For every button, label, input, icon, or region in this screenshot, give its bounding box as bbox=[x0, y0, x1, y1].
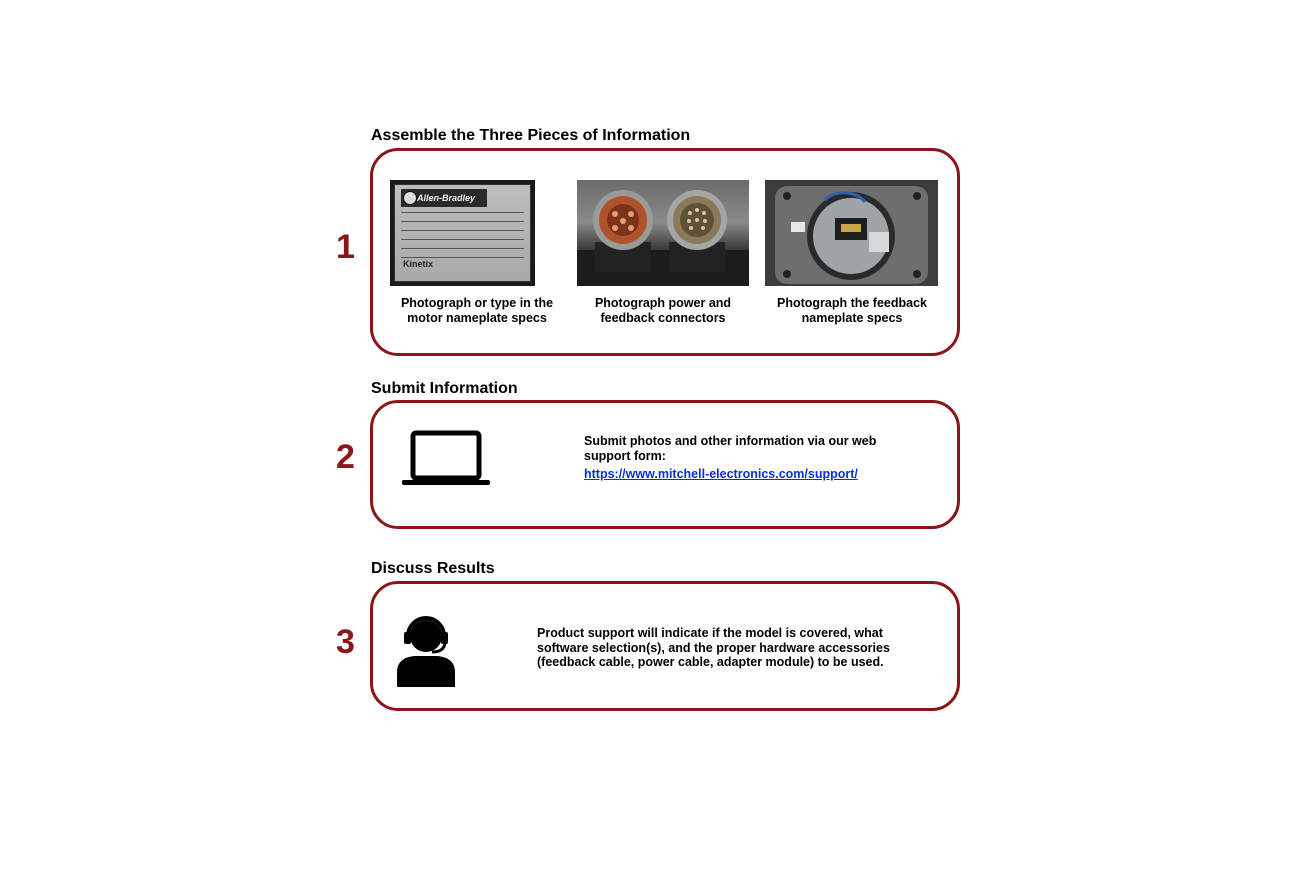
nameplate-product: Kinetix bbox=[403, 259, 434, 269]
connectors-graphic bbox=[577, 180, 749, 286]
step-3-text bbox=[537, 626, 937, 670]
step-2-number: 2 bbox=[336, 438, 355, 476]
support-agent-headset-icon bbox=[394, 612, 460, 688]
caption-motor-nameplate bbox=[383, 296, 571, 326]
connectors-photo bbox=[577, 180, 749, 286]
nameplate-brand: Allen-Bradley bbox=[401, 189, 487, 207]
feedback-graphic bbox=[765, 180, 938, 286]
step-3-text-line2: software selection(s), and the proper hardware accessories bbox=[537, 640, 890, 655]
step-3-text-line1: Product support will indicate if the model is covered, what bbox=[537, 626, 883, 640]
step-2-title: Submit Information bbox=[371, 380, 518, 397]
step-1-title: Assemble the Three Pieces of Information bbox=[371, 127, 691, 144]
feedback-nameplate-photo bbox=[765, 180, 938, 286]
step-2-text bbox=[584, 434, 924, 463]
step-3-text-line3: (feedback cable, power cable, adapter module) to be used. bbox=[537, 655, 884, 669]
step-2-text-line1: Submit photos and other information via our web bbox=[584, 434, 877, 448]
support-form-link[interactable]: https://www.mitchell-electronics.com/support/ bbox=[584, 467, 858, 481]
caption-connectors-line1: Photograph power and bbox=[594, 296, 732, 310]
caption-connectors bbox=[568, 296, 758, 326]
laptop-icon bbox=[400, 430, 492, 488]
step-1-number: 1 bbox=[336, 228, 355, 266]
caption-feedback-nameplate-line2: nameplate specs bbox=[801, 311, 903, 325]
ab-logo-icon bbox=[403, 191, 417, 205]
motor-nameplate-photo bbox=[390, 180, 535, 286]
step-3-number: 3 bbox=[336, 623, 355, 661]
caption-motor-nameplate-line2: motor nameplate specs bbox=[407, 311, 547, 325]
caption-connectors-line2: feedback connectors bbox=[600, 311, 726, 325]
step-2-text-line2: support form: bbox=[584, 448, 666, 463]
caption-feedback-nameplate bbox=[757, 296, 947, 326]
step-3-title: Discuss Results bbox=[371, 560, 495, 577]
caption-motor-nameplate-line1: Photograph or type in the bbox=[400, 296, 554, 310]
caption-feedback-nameplate-line1: Photograph the feedback bbox=[776, 296, 928, 310]
